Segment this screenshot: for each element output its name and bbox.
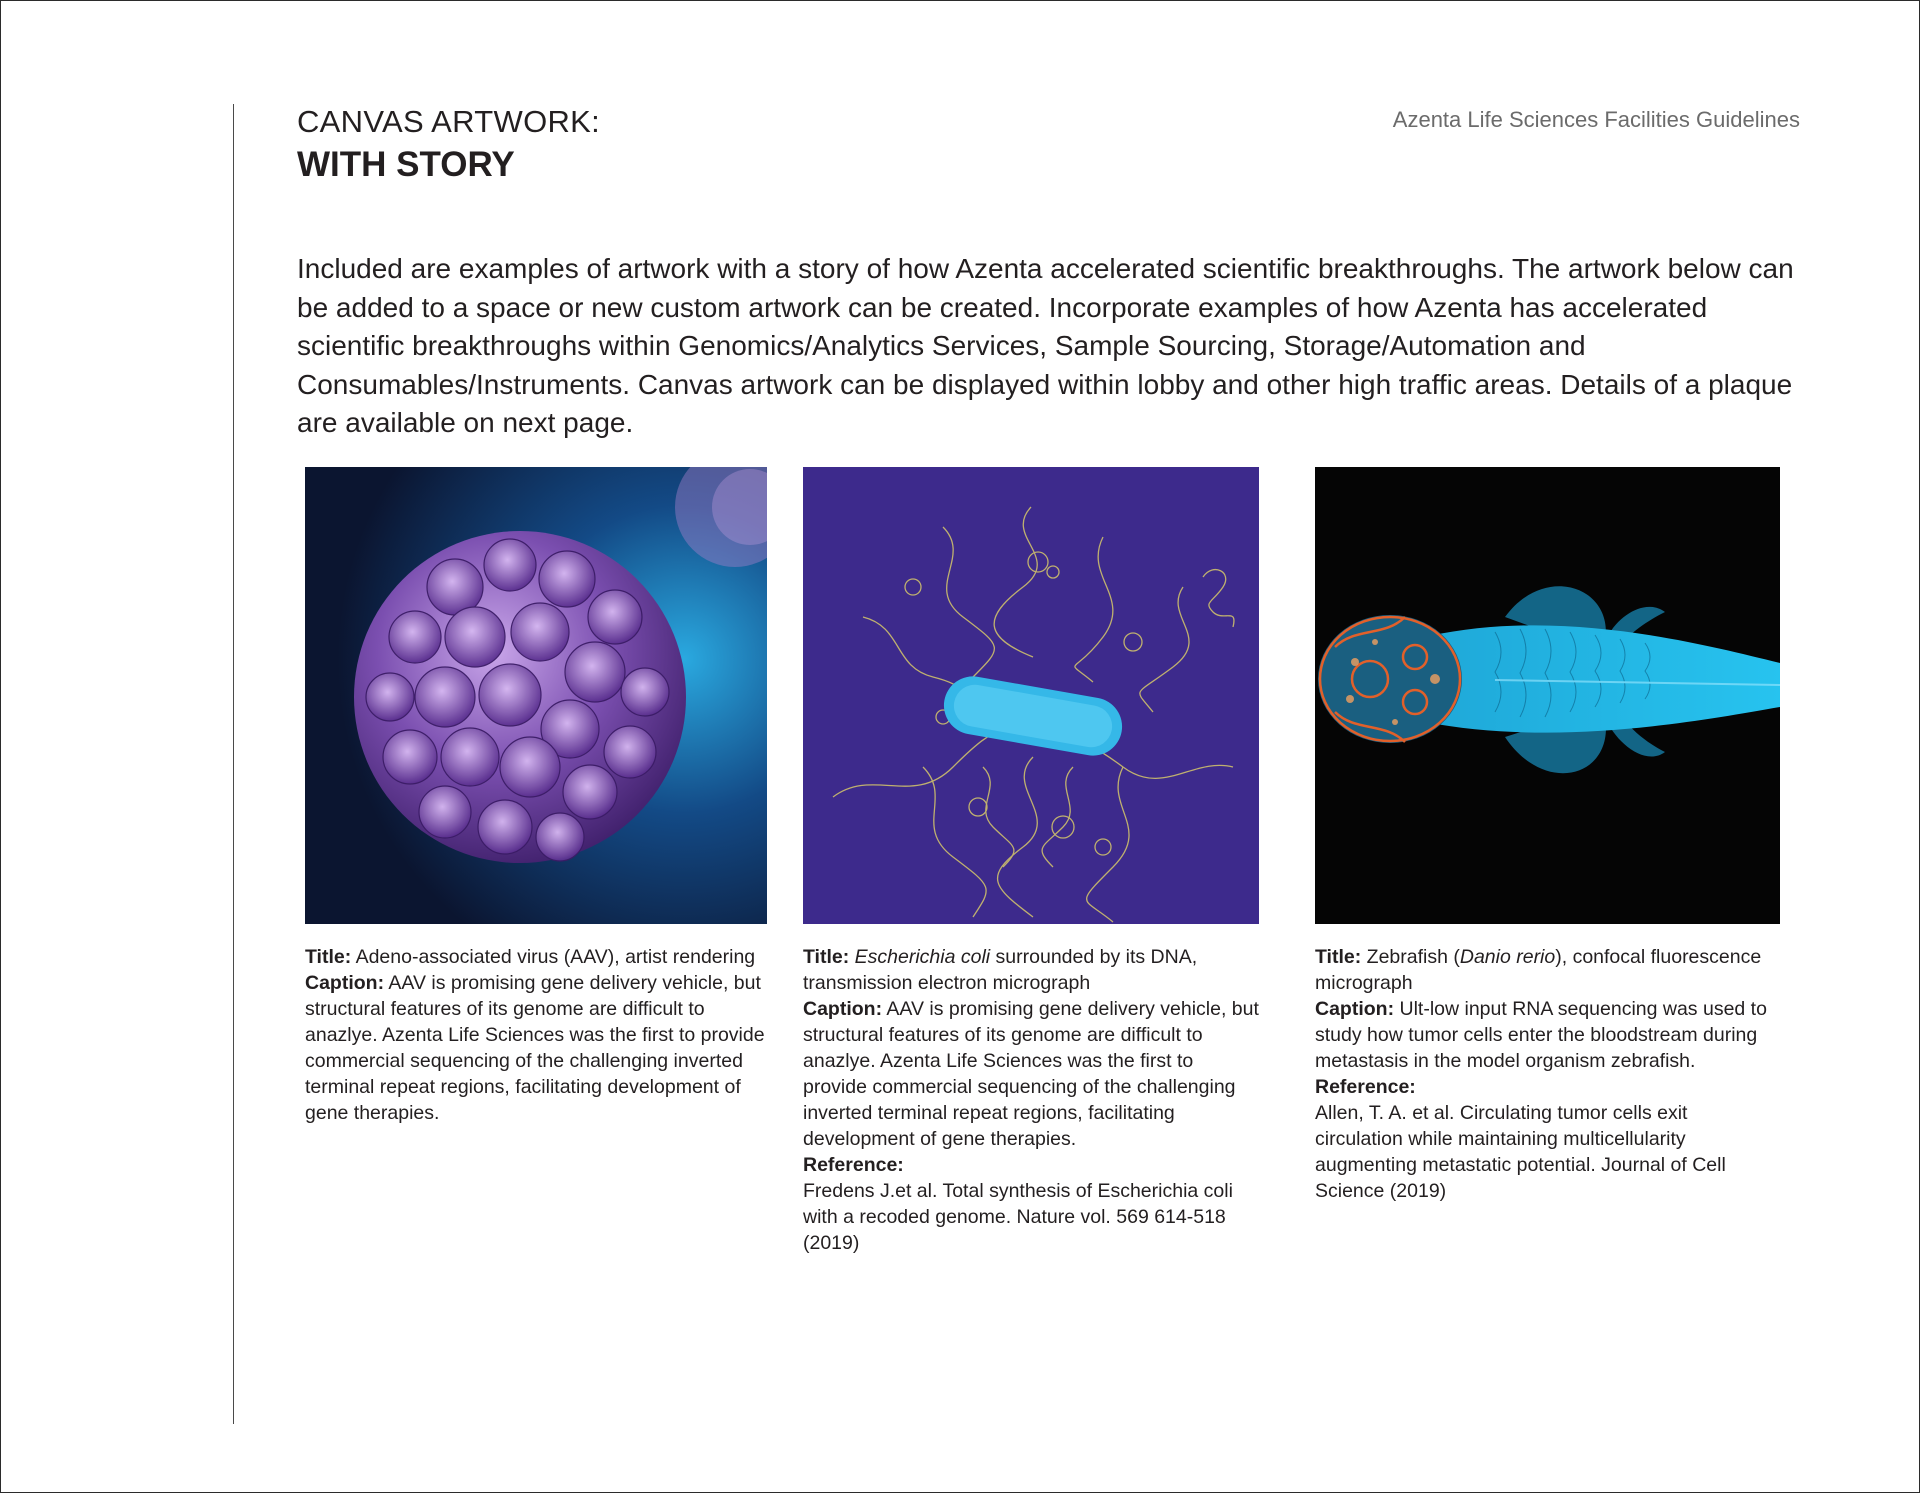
artwork-title-italic: Escherichia coli [854,946,991,968]
margin-rule [233,104,234,1424]
artwork-card [803,467,1259,1256]
section-subtitle: WITH STORY [297,145,515,184]
artwork-title [1315,944,1780,996]
artwork-details [305,944,767,1126]
artwork-reference-text: Fredens J.et al. Total synthesis of Escherichia coli with a recoded genome. Nature vol. 569 614-518 (2019) [803,1180,1233,1254]
running-head: Azenta Life Sciences Facilities Guidelines [1392,107,1800,132]
zebrafish-confocal-image [1315,467,1780,924]
artwork-caption [803,996,1259,1152]
artwork-title [305,944,767,970]
caption-label: Caption: [1315,998,1395,1020]
artwork-caption [305,970,767,1126]
caption-label: Caption: [305,972,385,994]
artwork-title [803,944,1259,996]
artwork-caption-text: Ult-low input RNA sequencing was used to study how tumor cells enter the bloodstream during metastasis in the model organism zebrafish. [1315,998,1767,1072]
artwork-title-post: ), confocal fluorescence micrograph [1315,946,1762,994]
caption-label: Caption: [803,998,883,1020]
artwork-details [1315,944,1780,1204]
artwork-caption-text: AAV is promising gene delivery vehicle, but structural features of its genome are difficult to anazlye. Azenta Life Sciences was the first to provide commercial sequencing of the challenging inverted terminal repeat regions, facilitating development of gene therapies. [803,998,1259,1150]
section-title: CANVAS ARTWORK: [297,104,601,139]
reference-label: Reference: [1315,1076,1416,1098]
artwork-title-italic: Danio rerio [1459,946,1556,968]
artwork-caption [1315,996,1780,1074]
artwork-card [1315,467,1780,1204]
artwork-reference-text: Allen, T. A. et al. Circulating tumor cells exit circulation while maintaining multicellularity augmenting metastatic potential. Journal of Cell Science (2019) [1315,1102,1726,1202]
artwork-title-text: surrounded by its DNA, transmission electron micrograph [803,946,1198,994]
artwork-details [803,944,1259,1256]
artwork-card [305,467,767,1126]
reference-label: Reference: [803,1154,904,1176]
ecoli-dna-micrograph-image [803,467,1259,924]
intro-paragraph: Included are examples of artwork with a story of how Azenta accelerated scientific breakthroughs. The artwork below can be added to a space or new custom artwork can be created. Incorporate examples of how Azenta has accelerated scientific breakthroughs within Genomics/Analytics Services, Sample Sourcing, Storage/Automation and Consumables/Instruments. Canvas artwork can be displayed within lobby and other high traffic areas. Details of a plaque are available on next page. [297,253,1794,438]
artwork-title-pre: Zebrafish ( [1366,946,1460,968]
title-label: Title: [305,946,352,968]
artwork-caption-text: AAV is promising gene delivery vehicle, but structural features of its genome are difficult to anazlye. Azenta Life Sciences was the first to provide commercial sequencing of the challenging inverted terminal repeat regions, facilitating development of gene therapies. [305,972,765,1124]
title-label: Title: [1315,946,1362,968]
aav-virus-render-image [305,467,767,924]
artwork-title-text: Adeno-associated virus (AAV), artist rendering [355,946,756,968]
title-label: Title: [803,946,850,968]
